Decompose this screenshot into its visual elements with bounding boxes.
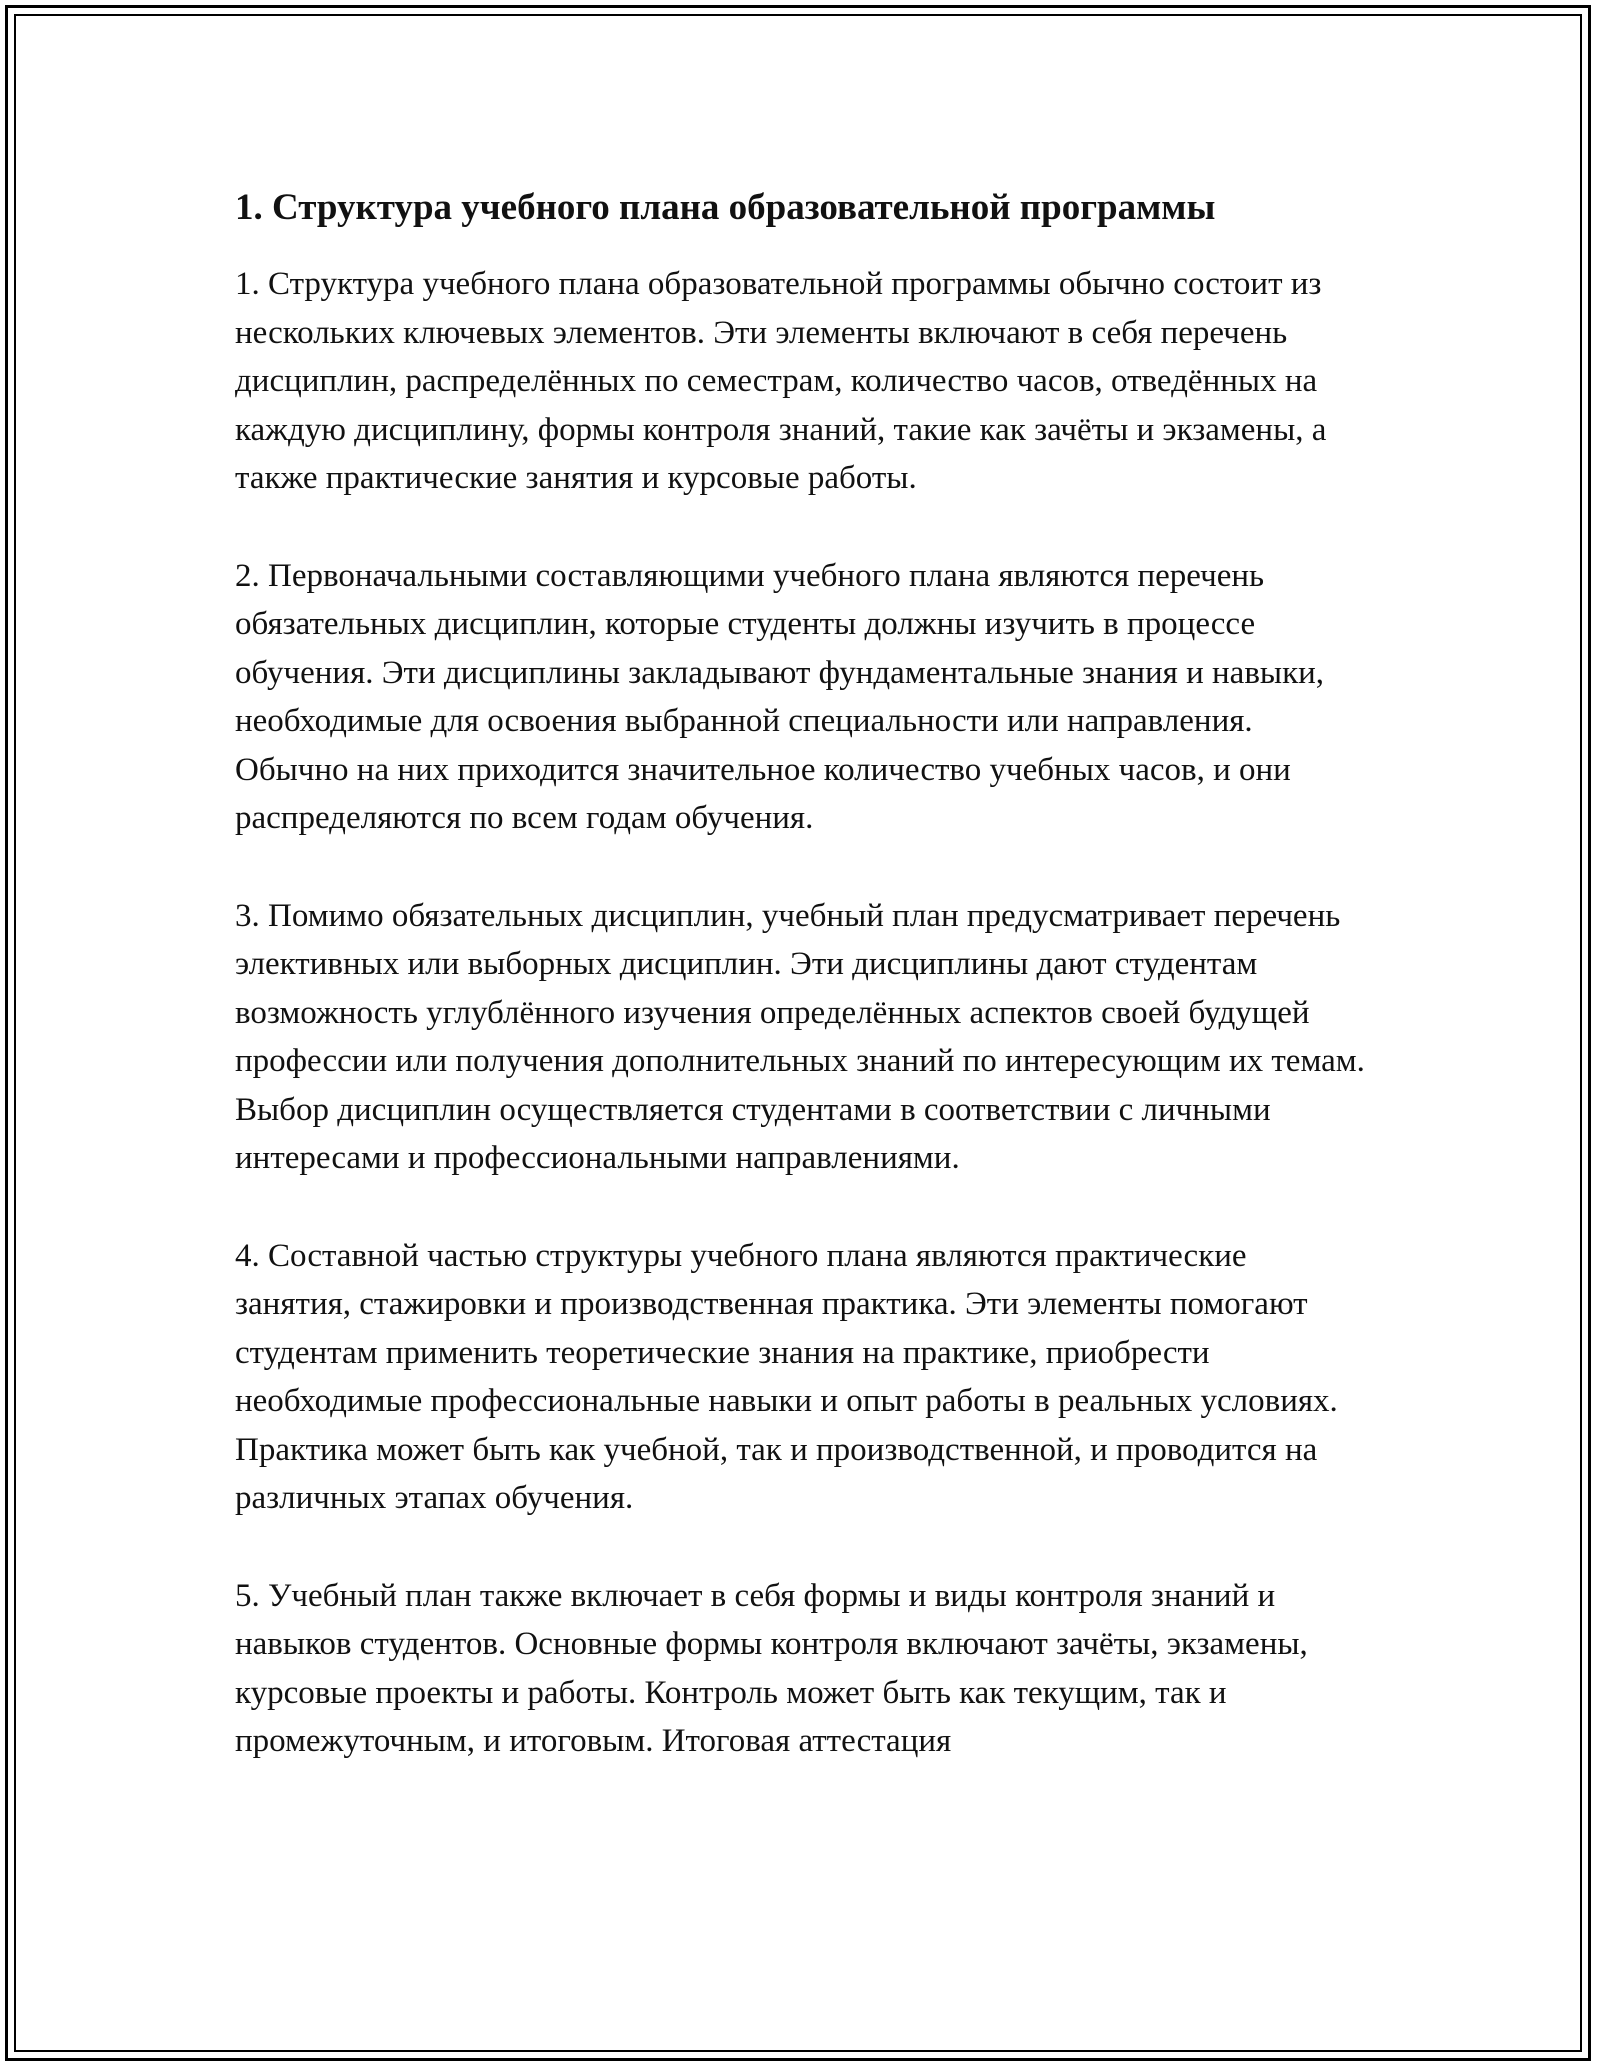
paragraph-5: 5. Учебный план также включает в себя формы и виды контроля знаний и навыков студентов. Основные формы контроля включают зачёты, экзамены, курсовые проекты и работы. Контроль может быть как текущим, так и промежуточным, и итоговым. Итоговая аттестация: [235, 1577, 1308, 1759]
paragraph-3: 3. Помимо обязательных дисциплин, учебный план предусматривает перечень элективных или выборных дисциплин. Эти дисциплины дают студентам возможность углублённого изучения определённых аспектов своей будущей профессии или получения дополнительных знаний по интересующим их темам. Выбор дисциплин осуществляется студентами в соответствии с личными интересами и профессиональными направлениями.: [235, 897, 1365, 1176]
paragraph-4: 4. Составной частью структуры учебного плана являются практические занятия, стажировки и производственная практика. Эти элементы помогают студентам применить теоретические знания на практике, приобрести необходимые профессиональные навыки и опыт работы в реальных условиях. Практика может быть как учебной, так и производственной, и проводится на различных этапах обучения.: [235, 1237, 1338, 1516]
document-title: 1. Структура учебного плана образовательной программы: [235, 187, 1216, 228]
document-body: [235, 184, 1370, 1766]
paragraph-1: 1. Структура учебного плана образовательной программы обычно состоит из нескольких ключевых элементов. Эти элементы включают в себя перечень дисциплин, распределённых по семестрам, количество часов, отведённых на каждую дисциплину, формы контроля знаний, такие как зачёты и экзамены, а также практические занятия и курсовые работы.: [235, 266, 1327, 496]
paragraph-2: 2. Первоначальными составляющими учебного плана являются перечень обязательных дисциплин, которые студенты должны изучить в процессе обучения. Эти дисциплины закладывают фундаментальные знания и навыки, необходимые для освоения выбранной специальности или направления. Обычно на них приходится значительное количество учебных часов, и они распределяются по всем годам обучения.: [235, 557, 1325, 836]
